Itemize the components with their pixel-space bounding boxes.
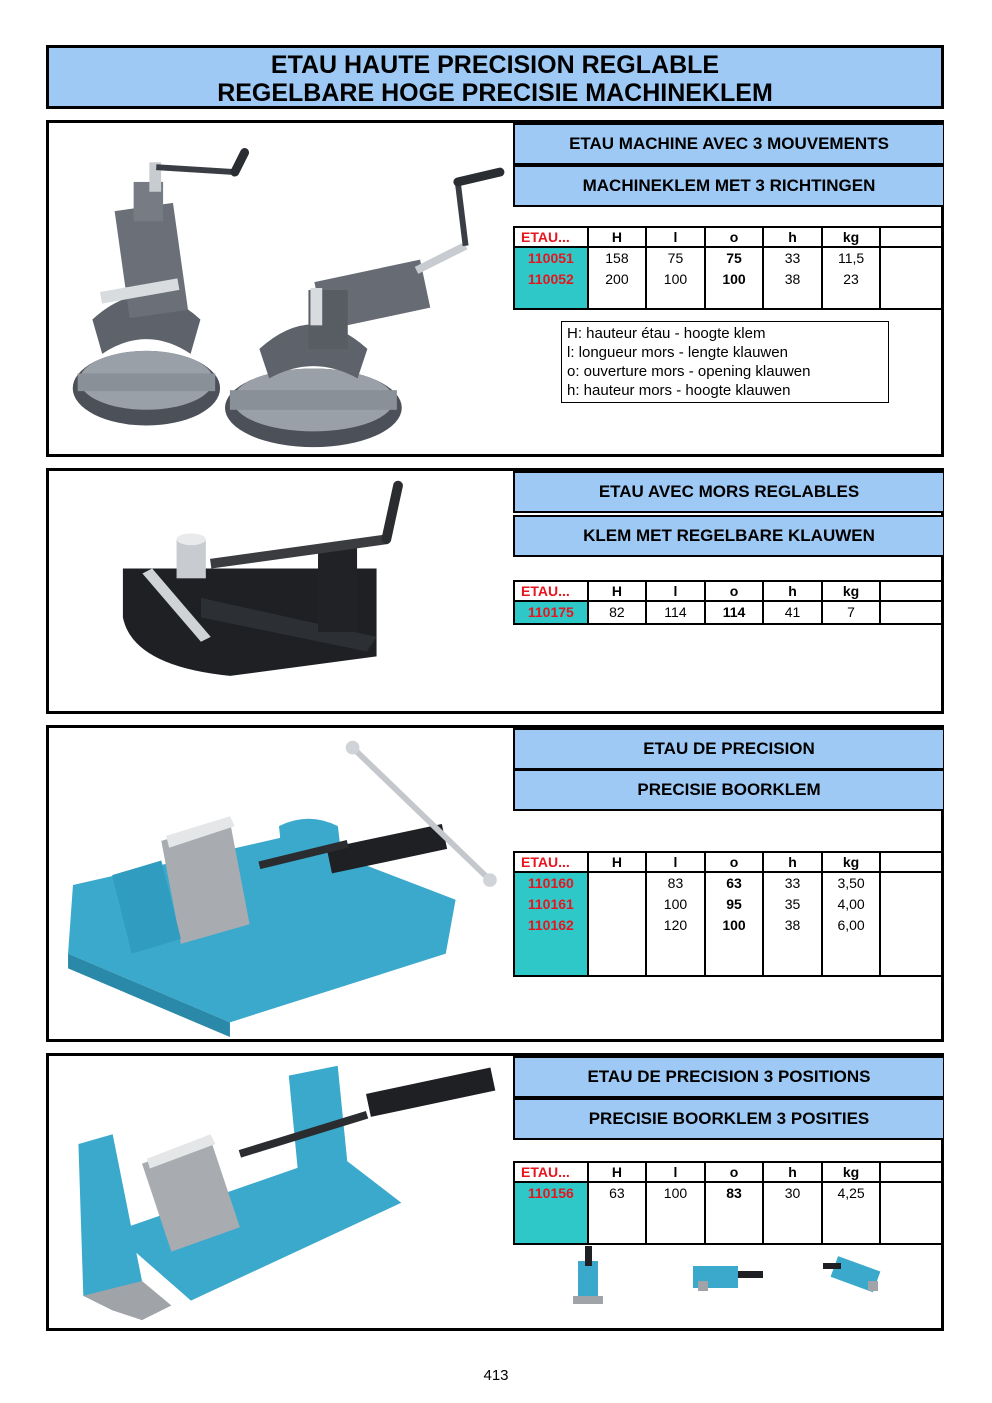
h-cell: 38 — [784, 271, 801, 287]
section-3-title-nl: PRECISIE BOORKLEM — [513, 769, 943, 811]
l-cell: 114 — [646, 601, 705, 624]
o-cell: 63 — [726, 875, 742, 891]
l-cell: 100 — [646, 1182, 705, 1244]
l-cell: 75 — [667, 250, 684, 266]
legend-line: h: hauteur mors - hoogte klauwen — [567, 382, 791, 399]
col-header-o: o — [705, 852, 764, 872]
section-4-title-nl: PRECISIE BOORKLEM 3 POSITIES — [513, 1098, 943, 1140]
H-cell: 200 — [605, 271, 629, 287]
col-header-l: l — [646, 1162, 705, 1182]
three-position-vise-photo — [49, 1056, 509, 1328]
section-1-title-nl: MACHINEKLEM MET 3 RICHTINGEN — [513, 165, 943, 207]
section-2-title-fr: ETAU AVEC MORS REGLABLES — [513, 471, 943, 513]
col-header-empty — [880, 581, 943, 601]
col-header-etau: ETAU... — [514, 1162, 588, 1182]
col-header-l: l — [646, 227, 705, 247]
col-header-H: H — [588, 227, 647, 247]
table-row — [514, 1182, 943, 1244]
section-3-movement-vise — [46, 120, 944, 457]
col-header-h: h — [763, 1162, 822, 1182]
o-cell: 75 — [726, 250, 742, 266]
col-header-o: o — [705, 581, 764, 601]
l-cell: 83 — [667, 875, 684, 891]
col-header-h: h — [763, 581, 822, 601]
col-header-h: h — [763, 852, 822, 872]
legend-line: H: hauteur étau - hoogte klem — [567, 325, 766, 342]
position-vertical-thumbnail — [573, 1246, 603, 1304]
kg-cell: 11,5 — [837, 250, 865, 266]
table-row — [514, 247, 943, 309]
col-header-kg: kg — [822, 581, 881, 601]
col-header-kg: kg — [822, 227, 881, 247]
table-header-row — [514, 1162, 943, 1182]
section-1-title-fr: ETAU MACHINE AVEC 3 MOUVEMENTS — [513, 123, 943, 165]
legend-line: l: longueur mors - lengte klauwen — [567, 344, 788, 361]
table-header-row — [514, 852, 943, 872]
col-header-l: l — [646, 852, 705, 872]
col-header-o: o — [705, 227, 764, 247]
header-title-fr: ETAU HAUTE PRECISION REGLABLE — [270, 51, 720, 79]
code-cell: 110175 — [514, 601, 588, 624]
table-header-row — [514, 227, 943, 247]
col-header-etau: ETAU... — [514, 581, 588, 601]
code-cell: 110051 — [527, 250, 574, 266]
section-3-position-vise — [46, 1053, 944, 1331]
col-header-kg: kg — [822, 852, 881, 872]
table-row — [514, 601, 943, 624]
precision-vise-photo — [49, 728, 509, 1039]
col-header-etau: ETAU... — [514, 227, 588, 247]
header-title-nl: REGELBARE HOGE PRECISIE MACHINEKLEM — [217, 79, 773, 107]
kg-cell: 4,00 — [837, 896, 865, 912]
H-cell: 82 — [588, 601, 647, 624]
col-header-H: H — [588, 581, 647, 601]
section-adjustable-jaw-vise — [46, 468, 944, 714]
l-cell: 100 — [663, 896, 688, 912]
h-cell: 33 — [784, 875, 801, 891]
section-2-title-nl: KLEM MET REGELBARE KLAUWEN — [513, 515, 943, 557]
code-cell: 110052 — [527, 271, 574, 287]
o-cell: 100 — [722, 917, 746, 933]
h-cell: 33 — [784, 250, 801, 266]
position-angled-thumbnail — [823, 1256, 880, 1292]
kg-cell: 23 — [843, 271, 859, 287]
o-cell: 100 — [722, 271, 746, 287]
position-horizontal-thumbnail — [693, 1266, 763, 1291]
col-header-kg: kg — [822, 1162, 881, 1182]
dimension-legend — [561, 321, 889, 403]
code-cell: 110162 — [527, 917, 574, 933]
code-cell: 110160 — [527, 875, 574, 891]
section-2-spec-table — [513, 580, 943, 625]
section-4-title-fr: ETAU DE PRECISION 3 POSITIONS — [513, 1056, 943, 1098]
kg-cell: 3,50 — [837, 875, 865, 891]
kg-cell: 7 — [822, 601, 881, 624]
col-header-l: l — [646, 581, 705, 601]
section-precision-vise — [46, 725, 944, 1042]
h-cell: 30 — [763, 1182, 822, 1244]
col-header-empty — [880, 852, 943, 872]
col-header-o: o — [705, 1162, 764, 1182]
code-cell: 110161 — [527, 896, 574, 912]
col-header-h: h — [763, 227, 822, 247]
position-thumbnails — [513, 1241, 943, 1311]
h-cell: 35 — [784, 896, 801, 912]
o-cell: 95 — [726, 896, 742, 912]
h-cell: 38 — [784, 917, 801, 933]
section-3-spec-table — [513, 851, 943, 977]
kg-cell: 4,25 — [822, 1182, 881, 1244]
H-cell: 158 — [605, 250, 629, 266]
H-cell: 63 — [588, 1182, 647, 1244]
vise-3-movements-photo — [49, 123, 509, 454]
page-number: 413 — [483, 1367, 509, 1384]
vise-adjustable-jaws-photo — [49, 471, 509, 711]
l-cell: 100 — [663, 271, 688, 287]
kg-cell: 6,00 — [837, 917, 865, 933]
col-header-etau: ETAU... — [514, 852, 588, 872]
section-3-title-fr: ETAU DE PRECISION — [513, 728, 943, 770]
o-cell: 83 — [705, 1182, 764, 1244]
col-header-H: H — [588, 1162, 647, 1182]
code-cell: 110156 — [514, 1182, 588, 1244]
h-cell: 41 — [763, 601, 822, 624]
col-header-empty — [880, 227, 943, 247]
col-header-H: H — [588, 852, 647, 872]
page-header — [46, 45, 944, 109]
o-cell: 114 — [705, 601, 764, 624]
legend-line: o: ouverture mors - opening klauwen — [567, 363, 811, 380]
l-cell: 120 — [663, 917, 688, 933]
section-4-spec-table — [513, 1161, 943, 1245]
section-1-spec-table — [513, 226, 943, 310]
table-row — [514, 872, 943, 976]
table-header-row — [514, 581, 943, 601]
col-header-empty — [880, 1162, 943, 1182]
